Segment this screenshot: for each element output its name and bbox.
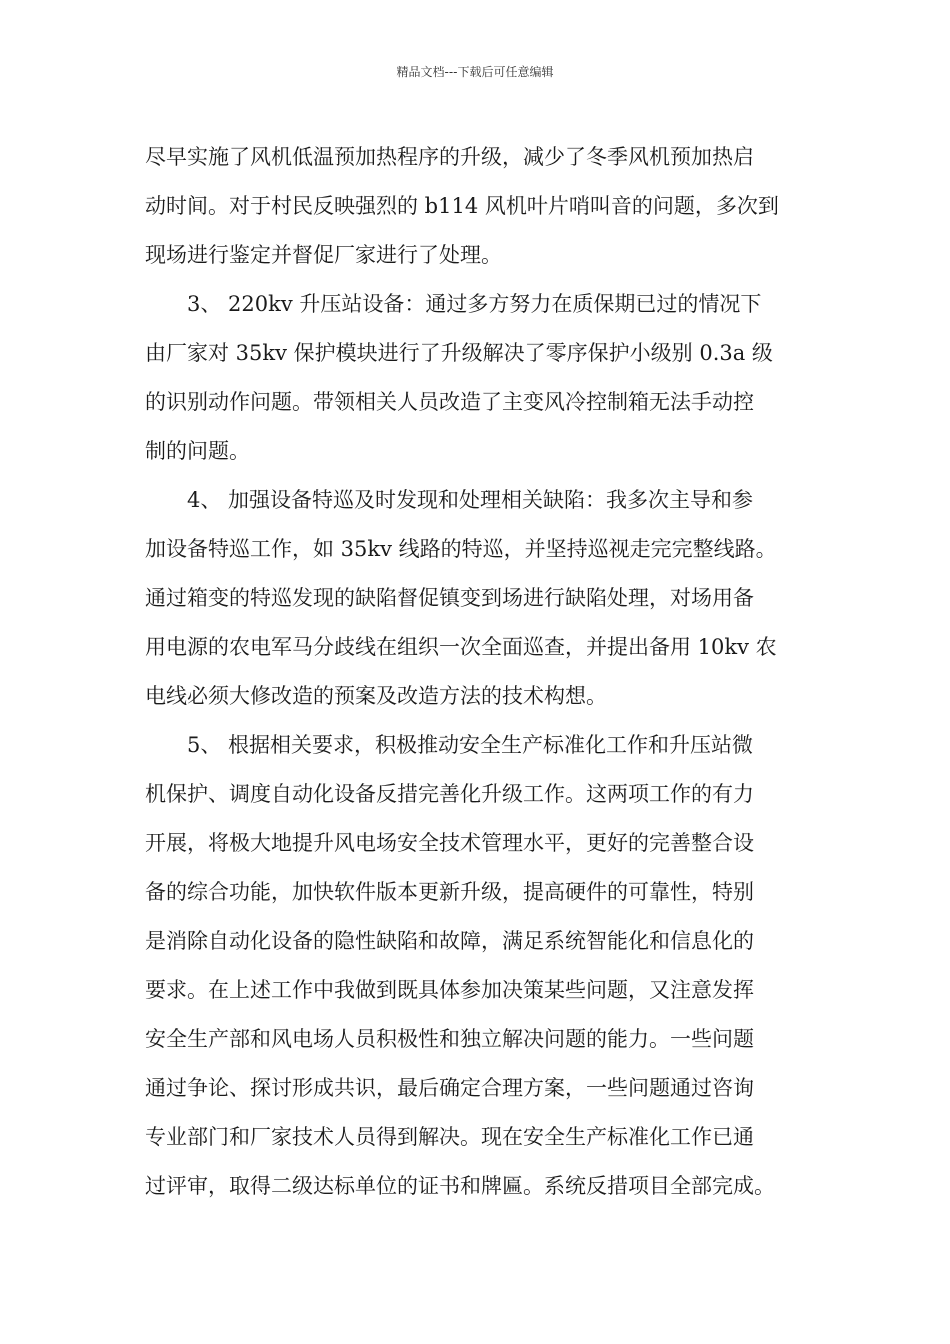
text-line: 是消除自动化设备的隐性缺陷和故障，满足系统智能化和信息化的 [145, 929, 754, 953]
text-line: 专业部门和厂家技术人员得到解决。现在安全生产标准化工作已通 [145, 1125, 754, 1149]
document-body [145, 133, 825, 1211]
text-line: 制的问题。 [145, 439, 250, 463]
text-line: 动时间。对于村民反映强烈的 b114 风机叶片哨叫音的问题，多次到 [145, 194, 779, 218]
text-line: 过评审，取得二级达标单位的证书和牌匾。系统反措项目全部完成。 [145, 1174, 775, 1198]
text-line: 的识别动作问题。带领相关人员改造了主变风冷控制箱无法手动控 [145, 390, 754, 414]
page-header: 精品文档---下载后可任意编辑 [396, 65, 554, 79]
text-line: 安全生产部和风电场人员积极性和独立解决问题的能力。一些问题 [145, 1027, 754, 1051]
text-line: 要求。在上述工作中我做到既具体参加决策某些问题，又注意发挥 [145, 978, 754, 1002]
text-line: 开展，将极大地提升风电场安全技术管理水平，更好的完善整合设 [145, 831, 754, 855]
text-line: 现场进行鉴定并督促厂家进行了处理。 [145, 243, 502, 267]
text-line: 4、 加强设备特巡及时发现和处理相关缺陷：我多次主导和参 [187, 488, 754, 512]
paragraph-2 [145, 280, 825, 476]
paragraph-4 [145, 721, 825, 1211]
text-line: 通过箱变的特巡发现的缺陷督促镇变到场进行缺陷处理，对场用备 [145, 586, 754, 610]
text-line: 3、 220kv 升压站设备：通过多方努力在质保期已过的情况下 [187, 292, 762, 316]
paragraph-1 [145, 133, 825, 280]
text-line: 5、 根据相关要求，积极推动安全生产标准化工作和升压站微 [187, 733, 754, 757]
text-line: 机保护、调度自动化设备反措完善化升级工作。这两项工作的有力 [145, 782, 754, 806]
text-line: 用电源的农电军马分歧线在组织一次全面巡查，并提出备用 10kv 农 [145, 635, 777, 659]
text-line: 备的综合功能，加快软件版本更新升级，提高硬件的可靠性，特别 [145, 880, 754, 904]
text-line: 尽早实施了风机低温预加热程序的升级，减少了冬季风机预加热启 [145, 145, 754, 169]
paragraph-3 [145, 476, 825, 721]
text-line: 加设备特巡工作，如 35kv 线路的特巡，并坚持巡视走完完整线路。 [145, 537, 777, 561]
text-line: 通过争论、探讨形成共识，最后确定合理方案，一些问题通过咨询 [145, 1076, 754, 1100]
text-line: 电线必须大修改造的预案及改造方法的技术构想。 [145, 684, 607, 708]
text-line: 由厂家对 35kv 保护模块进行了升级解决了零序保护小级别 0.3a 级 [145, 341, 773, 365]
